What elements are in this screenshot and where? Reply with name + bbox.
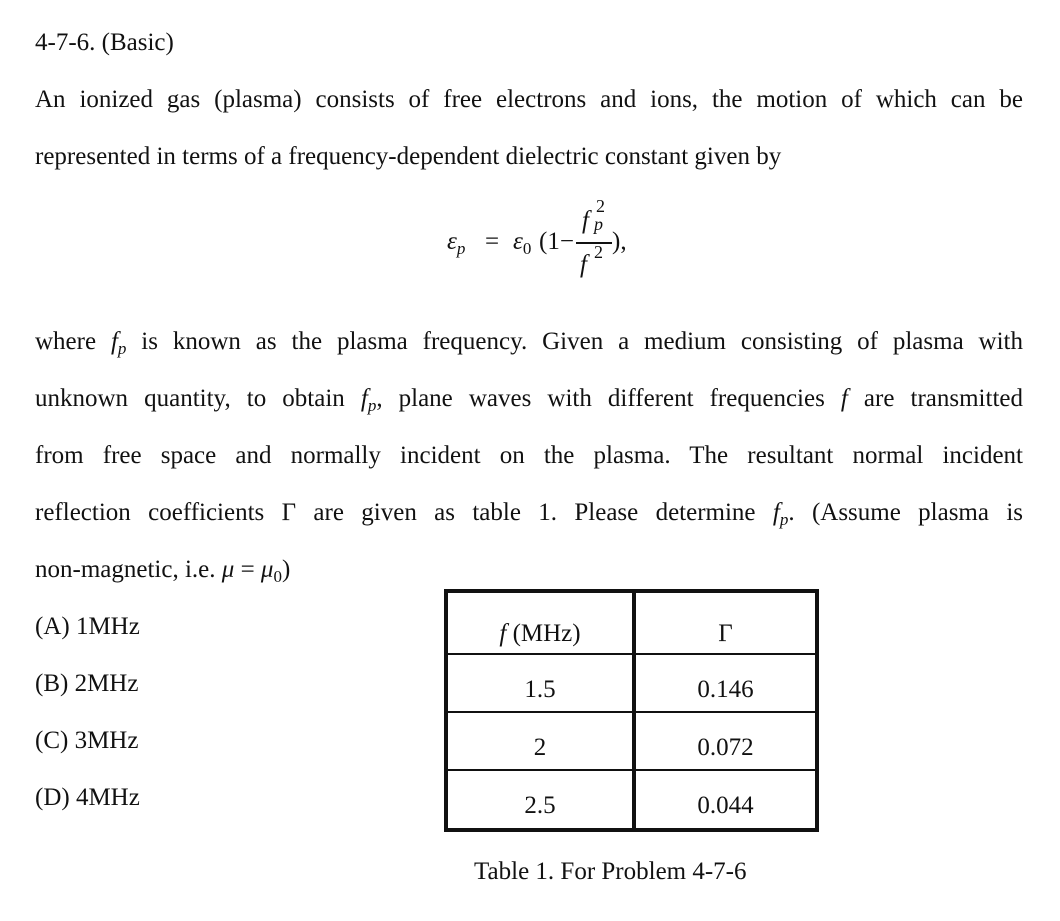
eq-num-symbol: f — [582, 207, 589, 234]
table-caption: Table 1. For Problem 4-7-6 — [474, 858, 747, 885]
table-cell-frequency: 2 — [533, 734, 547, 761]
option-b[interactable]: (B) 2MHz — [35, 670, 139, 697]
table-cell-gamma: 0.072 — [697, 734, 754, 761]
eq-num-sub: p — [594, 214, 603, 234]
body-line-4: reflection coefficients Γ are given as table 1. Please determine $f_p$. (Assume plasma is — [35, 499, 1023, 529]
eq-rhs-symbol: ε — [513, 228, 523, 255]
eq-den-symbol: f — [580, 251, 587, 278]
intro-line-1: An ionized gas (plasma) consists of free electrons and ions, the motion of which can be — [35, 86, 1023, 113]
body-line-3: from free space and normally incident on the plasma. The resultant normal incident — [35, 442, 1023, 469]
body-line-1: where $f_p$ is known as the plasma frequency. Given a medium consisting of plasma with — [35, 328, 1024, 358]
table-cell-gamma: 0.044 — [697, 792, 754, 819]
eq-open: (1− — [539, 228, 574, 255]
eq-lhs-sub: p — [456, 239, 466, 258]
table-cell-gamma: 0.146 — [697, 676, 754, 703]
eq-den-sup: 2 — [594, 242, 603, 262]
table-cell-frequency: 1.5 — [524, 676, 556, 703]
body-line-2: unknown quantity, to obtain $f_p$, plane waves with different frequencies f are transmitted — [35, 385, 1023, 415]
problem-header: 4-7-6. (Basic) — [35, 29, 174, 56]
option-a[interactable]: (A) 1MHz — [35, 613, 140, 640]
eq-equals: = — [485, 228, 500, 255]
intro-line-2: represented in terms of a frequency-dependent dielectric constant given by — [35, 143, 782, 170]
eq-lhs-symbol: ε — [447, 228, 457, 255]
reflection-table — [444, 589, 819, 832]
eq-rhs-sub: 0 — [522, 239, 532, 258]
eq-close: ), — [612, 228, 627, 255]
body-line-5: non-magnetic, i.e. $\mu = \mu_0$) — [35, 556, 291, 586]
eq-num-sup: 2 — [596, 196, 605, 216]
option-c[interactable]: (C) 3MHz — [35, 727, 139, 754]
option-d[interactable]: (D) 4MHz — [35, 784, 140, 811]
table-cell-frequency: 2.5 — [524, 792, 556, 819]
table-header-frequency: f (MHz) — [499, 620, 581, 647]
table-header-gamma: Γ — [718, 620, 733, 647]
